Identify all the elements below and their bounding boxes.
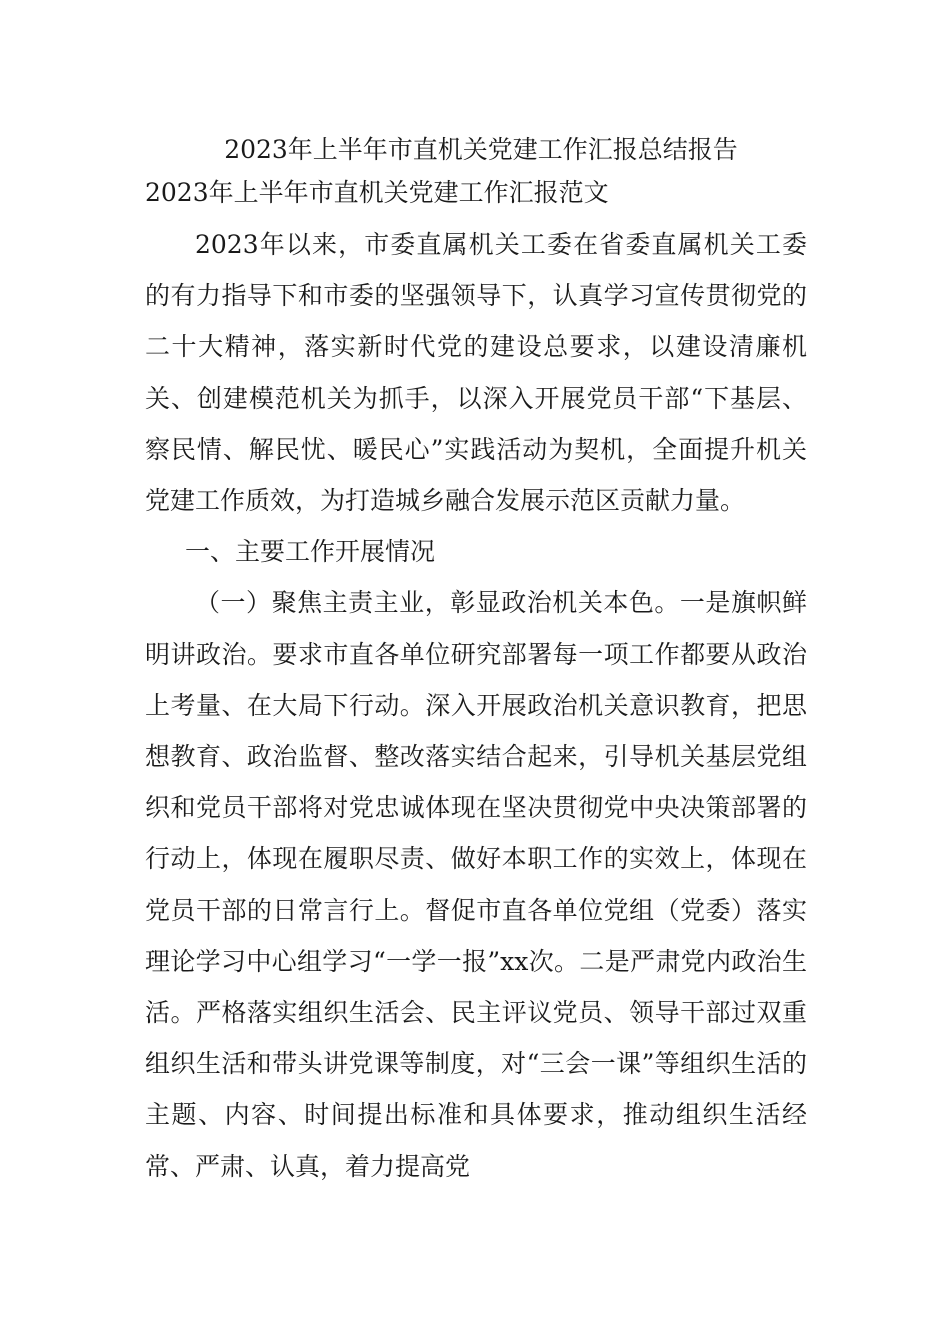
document-body — [145, 128, 807, 1192]
document-title: 2023年上半年市直机关党建工作汇报总结报告 — [224, 135, 738, 164]
body-paragraph: （一）聚焦主责主业，彰显政治机关本色。一是旗帜鲜明讲政治。要求市直各单位研究部署每一项工作都要从政治上考量、在大局下行动。深入开展政治机关意识教育，把思想教育、政治监督、整改落实结合起来，引导机关基层党组织和党员干部将对党忠诚体现在坚决贯彻党中央决策部署的行动上，体现在履职尽责、做好本职工作的实效上，体现在党员干部的日常言行上。督促市直各单位党组（党委）落实理论学习中心组学习“一学一报”xx次。二是严肃党内政治生活。严格落实组织生活会、民主评议党员、领导干部过双重组织生活和带头讲党课等制度，对“三会一课”等组织生活的主题、内容、时间提出标准和具体要求，推动组织生活经常、严肃、认真，着力提高党 — [145, 588, 807, 1181]
document-subtitle: 2023年上半年市直机关党建工作汇报范文 — [145, 178, 609, 207]
intro-paragraph: 2023年以来，市委直属机关工委在省委直属机关工委的有力指导下和市委的坚强领导下，认真学习宣传贯彻党的二十大精神，落实新时代党的建设总要求，以建设清廉机关、创建模范机关为抓手，以深入开展党员干部“下基层、察民情、解民忧、暖民心”实践活动为契机，全面提升机关党建工作质效，为打造城乡融合发展示范区贡献力量。 — [145, 230, 807, 516]
section-heading: 一、主要工作开展情况 — [185, 537, 436, 567]
